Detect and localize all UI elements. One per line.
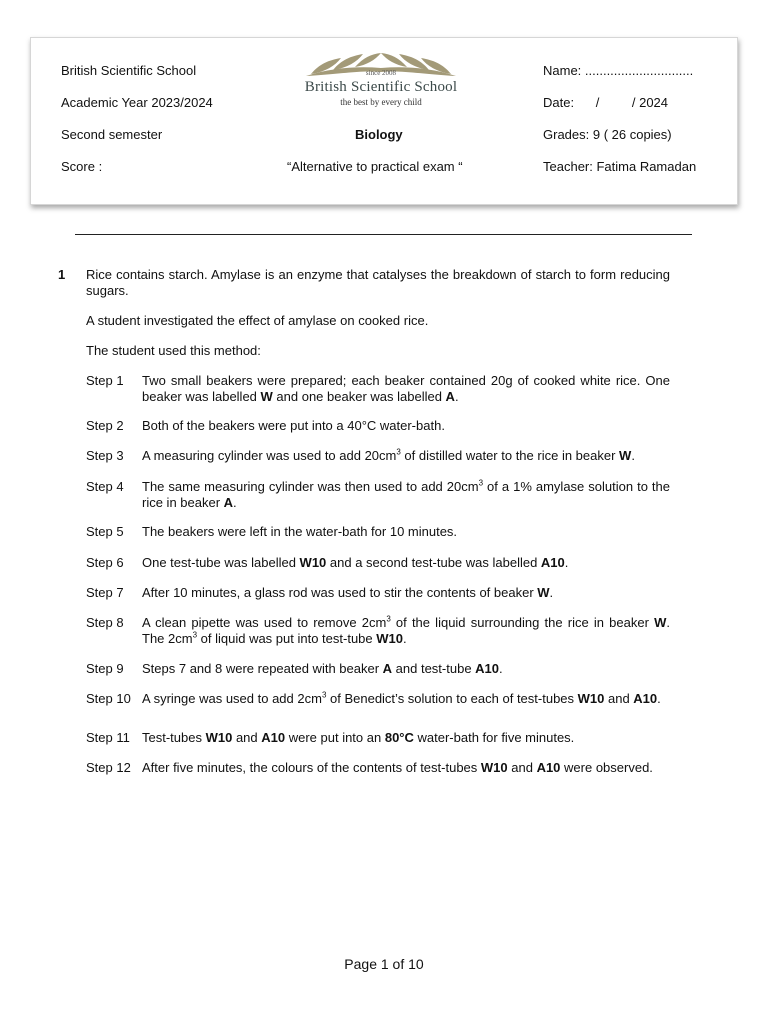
exam-header (30, 37, 738, 205)
page-number: Page 1 of 10 (344, 956, 424, 972)
step-text: A syringe was used to add $2cm^3$ of Benedict’s solution to each of test-tubes W10 and A10. (142, 690, 661, 706)
grades: Grades: 9 ( 26 copies) (543, 127, 672, 142)
step-text: The beakers were left in the water-bath for 10 minutes. (142, 524, 458, 539)
school-name: British Scientific School (61, 63, 197, 78)
step-text: One test-tube was labelled W10 and a second test-tube was labelled A10. (142, 555, 569, 570)
logo-tagline: the best by every child (340, 97, 422, 107)
step-label: Step 2 (86, 418, 124, 433)
step-text: A measuring cylinder was used to add $20cm^3$ of distilled water to the rice in beaker W. (142, 447, 635, 463)
step-label: Step 12 (86, 760, 131, 775)
exam-title: “Alternative to practical exam “ (287, 159, 463, 174)
question-number: 1 (58, 267, 66, 282)
subject: Biology (355, 127, 403, 142)
question-intro: Rice contains starch. Amylase is an enzyme that catalyses the breakdown of starch to form reducing sugars. (86, 267, 670, 298)
step-text: Steps 7 and 8 were repeated with beaker A and test-tube A10. (142, 661, 503, 676)
step-label: Step 6 (86, 555, 124, 570)
step-text: A clean pipette was used to remove $2cm^3$ of the liquid surrounding the rice in beaker W. The $2cm^3$ of liquid was put into test-tube W10. (142, 614, 670, 646)
header-divider (75, 234, 692, 235)
step-label: Step 9 (86, 661, 124, 676)
semester: Second semester (61, 127, 163, 142)
step-text: Both of the beakers were put into a 40°C water-bath. (142, 418, 445, 433)
step-text: After five minutes, the colours of the contents of test-tubes W10 and A10 were observed. (142, 760, 653, 775)
date-field: Date: / / 2024 (543, 95, 669, 110)
step-label: Step 5 (86, 524, 124, 539)
question-context: A student investigated the effect of amylase on cooked rice. (86, 313, 429, 328)
school-logo (271, 50, 491, 110)
step-text: The same measuring cylinder was then used to add $20cm^3$ of a 1% amylase solution to the rice in beaker A. (142, 478, 670, 510)
logo-school-name: British Scientific School (304, 79, 458, 95)
step-text: After 10 minutes, a glass rod was used to stir the contents of beaker W. (142, 585, 554, 600)
score-label: Score : (61, 159, 103, 174)
step-label: Step 10 (86, 691, 131, 706)
step-text: Two small beakers were prepared; each beaker contained 20g of cooked white rice. One beaker was labelled W and one beaker was labelled A. (142, 373, 670, 404)
step-label: Step 7 (86, 585, 124, 600)
name-field: Name: .............................. (543, 63, 694, 78)
teacher: Teacher: Fatima Ramadan (543, 159, 697, 174)
step-text: Test-tubes W10 and A10 were put into an 80°C water-bath for five minutes. (142, 730, 575, 745)
academic-year: Academic Year 2023/2024 (61, 95, 213, 110)
step-label: Step 1 (86, 373, 124, 388)
step-label: Step 8 (86, 615, 124, 630)
step-label: Step 11 (86, 730, 130, 745)
step-label: Step 3 (86, 448, 124, 463)
step-label: Step 4 (86, 479, 124, 494)
logo-since: since 2008 (365, 69, 397, 77)
method-intro: The student used this method: (86, 343, 261, 358)
